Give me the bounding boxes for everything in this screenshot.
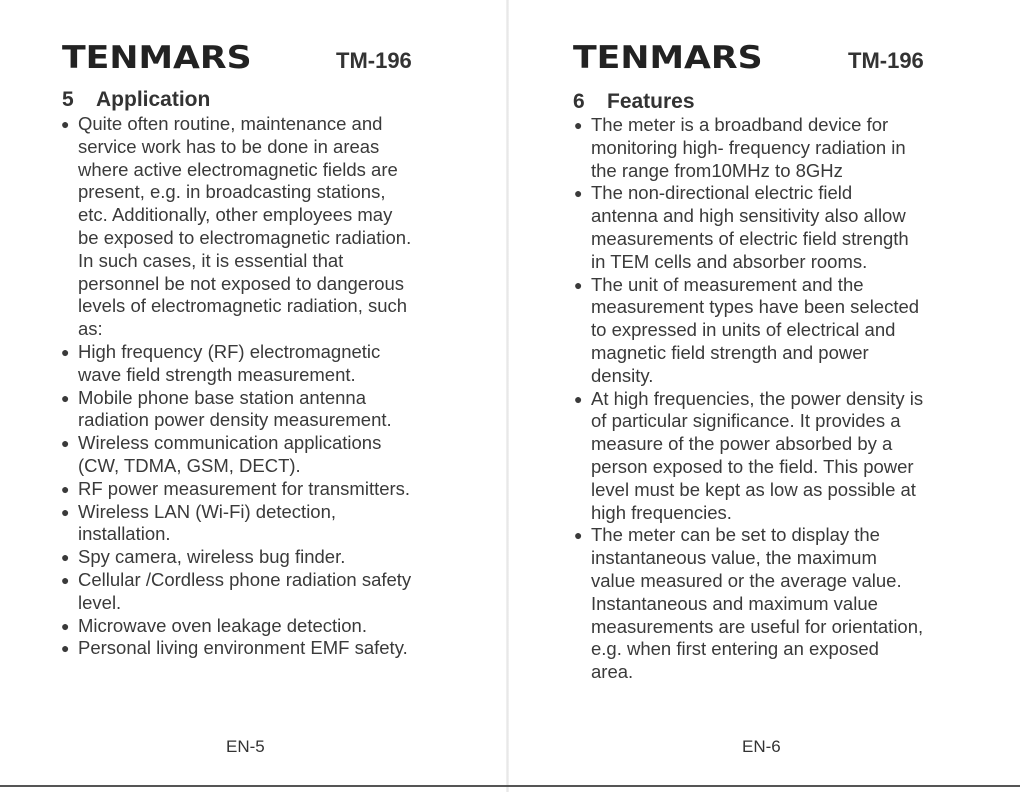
list-item-line: to expressed in units of electrical and bbox=[591, 319, 896, 341]
list-item bbox=[574, 524, 923, 684]
bullet-icon: ● bbox=[61, 549, 70, 566]
list-item-line: where active electromagnetic fields are bbox=[78, 158, 398, 180]
list-item-line: person exposed to the field. This power bbox=[591, 455, 914, 477]
list-item-line: level must be kept as low as possible at bbox=[591, 478, 916, 500]
list-item-line: instantaneous value, the maximum bbox=[591, 547, 877, 569]
list-item-line: present, e.g. in broadcasting stations, bbox=[78, 181, 386, 203]
list-item-line: Cellular /Cordless phone radiation safety bbox=[78, 568, 412, 590]
list-item-line: measurements are useful for orientation, bbox=[591, 615, 924, 637]
bullet-icon: ● bbox=[574, 527, 583, 544]
list-item bbox=[61, 501, 411, 547]
list-item-line: The non-directional electric field bbox=[591, 182, 853, 204]
section-heading bbox=[573, 90, 695, 114]
list-item-line: personnel be not exposed to dangerous bbox=[78, 272, 405, 294]
list-item-line: etc. Additionally, other employees may bbox=[78, 204, 393, 226]
page-number: EN-5 bbox=[226, 737, 265, 756]
bullet-icon: ● bbox=[61, 343, 70, 360]
list-item-line: levels of electromagnetic radiation, such bbox=[78, 295, 408, 317]
list-item-line: magnetic field strength and power bbox=[591, 341, 869, 363]
list-item bbox=[61, 432, 411, 478]
page-bottom-edge bbox=[0, 785, 1020, 787]
bullet-icon: ● bbox=[574, 117, 583, 133]
list-item-line: In such cases, it is essential that bbox=[78, 249, 344, 271]
list-item bbox=[574, 388, 923, 525]
list-item-line: The meter can be set to display the bbox=[591, 524, 880, 546]
section-number: 5 bbox=[62, 88, 74, 111]
list-item-line: Instantaneous and maximum value bbox=[591, 592, 878, 614]
list-item-line: wave field strength measurement. bbox=[78, 363, 356, 385]
left-page bbox=[0, 0, 508, 792]
list-item bbox=[61, 387, 411, 433]
bullet-icon: ● bbox=[61, 503, 70, 520]
list-item-line: be exposed to electromagnetic radiation. bbox=[78, 226, 412, 248]
list-item-line: level. bbox=[78, 591, 122, 613]
bullet-icon: ● bbox=[61, 480, 70, 497]
bullet-icon: ● bbox=[61, 640, 70, 657]
list-item bbox=[61, 546, 411, 569]
model-number: TM-196 bbox=[848, 48, 924, 73]
bullet-icon: ● bbox=[574, 185, 583, 202]
list-item-line: installation. bbox=[78, 523, 171, 545]
list-item-line: density. bbox=[591, 364, 654, 386]
list-item-line: monitoring high- frequency radiation in bbox=[591, 136, 906, 158]
bullet-list bbox=[61, 113, 411, 660]
list-item bbox=[574, 274, 923, 388]
brand-logo: TENMARS bbox=[573, 40, 763, 76]
list-item-line: measurement types have been selected bbox=[591, 296, 920, 318]
list-item-line: in TEM cells and absorber rooms. bbox=[591, 250, 868, 272]
section-title: Features bbox=[607, 90, 695, 113]
page-number: EN-6 bbox=[742, 737, 781, 756]
list-item-line: of particular significance. It provides a bbox=[591, 410, 901, 432]
section-number: 6 bbox=[573, 90, 585, 113]
list-item-line: Microwave oven leakage detection. bbox=[78, 614, 367, 636]
list-item bbox=[61, 615, 411, 638]
bullet-icon: ● bbox=[61, 389, 70, 406]
list-item-line: Spy camera, wireless bug finder. bbox=[78, 546, 346, 568]
list-item-line: Wireless communication applications bbox=[78, 432, 382, 454]
list-item bbox=[574, 114, 923, 182]
list-item-line: the range from10MHz to 8GHz bbox=[591, 159, 843, 181]
list-item-line: High frequency (RF) electromagnetic bbox=[78, 340, 381, 362]
list-item-line: service work has to be done in areas bbox=[78, 135, 380, 157]
list-item-line: high frequencies. bbox=[591, 501, 732, 523]
bullet-icon: ● bbox=[61, 617, 70, 634]
section-heading bbox=[62, 88, 210, 112]
brand-logo: TENMARS bbox=[62, 40, 252, 76]
list-item-line: as: bbox=[78, 318, 103, 340]
list-item-line: Wireless LAN (Wi-Fi) detection, bbox=[78, 500, 337, 522]
bullet-icon: ● bbox=[61, 116, 70, 132]
list-item-line: At high frequencies, the power density is bbox=[591, 387, 924, 409]
bullet-icon: ● bbox=[61, 571, 70, 588]
list-item-line: RF power measurement for transmitters. bbox=[78, 477, 411, 499]
list-item bbox=[61, 113, 411, 341]
list-item-line: measurements of electric field strength bbox=[591, 227, 909, 249]
bullet-list bbox=[574, 114, 923, 684]
right-page bbox=[508, 0, 1020, 792]
list-item-line: Mobile phone base station antenna bbox=[78, 386, 366, 408]
list-item bbox=[61, 341, 411, 387]
list-item-line: radiation power density measurement. bbox=[78, 409, 392, 431]
bullet-icon: ● bbox=[574, 276, 583, 293]
list-item-line: area. bbox=[591, 661, 634, 683]
list-item bbox=[61, 569, 411, 615]
list-item-line: value measured or the average value. bbox=[591, 569, 902, 591]
list-item-line: The meter is a broadband device for bbox=[591, 114, 889, 135]
model-number: TM-196 bbox=[336, 48, 412, 73]
list-item-line: measure of the power absorbed by a bbox=[591, 433, 893, 455]
list-item bbox=[61, 637, 411, 660]
list-item bbox=[61, 478, 411, 501]
list-item bbox=[574, 182, 923, 273]
section-title: Application bbox=[96, 88, 211, 111]
list-item-line: antenna and high sensitivity also allow bbox=[591, 205, 906, 227]
list-item-line: Personal living environment EMF safety. bbox=[78, 637, 408, 659]
list-item-line: The unit of measurement and the bbox=[591, 273, 864, 295]
bullet-icon: ● bbox=[574, 390, 583, 407]
list-item-line: (CW, TDMA, GSM, DECT). bbox=[78, 454, 301, 476]
list-item-line: Quite often routine, maintenance and bbox=[78, 113, 383, 134]
list-item-line: e.g. when first entering an exposed bbox=[591, 638, 879, 660]
bullet-icon: ● bbox=[61, 435, 70, 452]
